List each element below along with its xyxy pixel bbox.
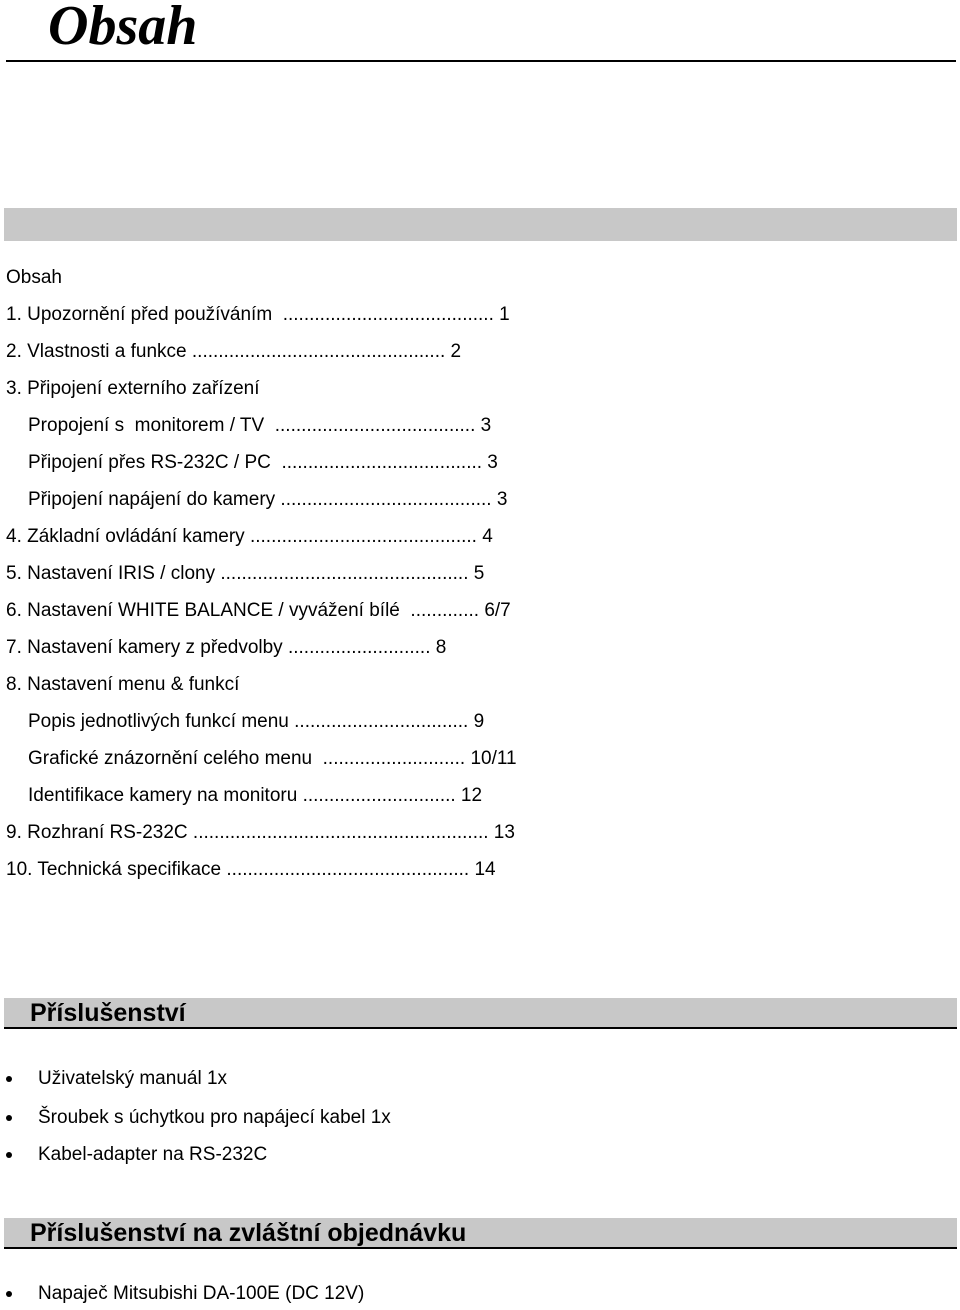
toc-heading: Obsah: [6, 267, 62, 288]
accessory-item: [0, 1143, 900, 1167]
toc-item[interactable]: 6. Nastavení WHITE BALANCE / vyvážení bílé ............. 6/7: [6, 600, 511, 621]
accessories-title: Příslušenství: [30, 999, 186, 1027]
accessories-header: [4, 998, 957, 1028]
bullet-icon: [6, 1076, 12, 1082]
toc-item[interactable]: 9. Rozhraní RS-232C ........................................................ 13: [6, 822, 515, 843]
accessory-item-label: Šroubek s úchytkou pro napájecí kabel 1x: [38, 1107, 391, 1128]
bullet-icon: [6, 1291, 12, 1297]
toc-item[interactable]: 5. Nastavení IRIS / clony ............................................... 5: [6, 563, 485, 584]
optional-accessories-rule: [4, 1247, 957, 1249]
optional-accessory-item: [0, 1282, 900, 1306]
optional-accessory-item-label: Napaječ Mitsubishi DA-100E (DC 12V): [38, 1283, 365, 1304]
optional-accessories-header: [4, 1218, 957, 1248]
toc-item[interactable]: Identifikace kamery na monitoru ............................. 12: [28, 785, 483, 806]
bullet-icon: [6, 1115, 12, 1121]
optional-accessories-title: Příslušenství na zvláštní objednávku: [30, 1219, 467, 1247]
bullet-icon: [6, 1152, 12, 1158]
accessory-item: [0, 1067, 900, 1091]
toc-item[interactable]: 3. Připojení externího zařízení: [6, 378, 260, 399]
accessory-item: [0, 1106, 900, 1130]
accessory-item-label: Uživatelský manuál 1x: [38, 1068, 228, 1089]
toc-item[interactable]: Popis jednotlivých funkcí menu ................................. 9: [28, 711, 485, 732]
toc-item[interactable]: Připojení přes RS-232C / PC ...................................... 3: [28, 452, 498, 473]
toc-item[interactable]: 4. Základní ovládání kamery ........................................... 4: [6, 526, 493, 547]
page-title: Obsah: [48, 0, 198, 57]
accessory-item-label: Kabel-adapter na RS-232C: [38, 1144, 268, 1165]
toc-item[interactable]: 1. Upozornění před používáním ........................................ 1: [6, 304, 510, 325]
toc-item[interactable]: 7. Nastavení kamery z předvolby ........................... 8: [6, 637, 447, 658]
toc-item[interactable]: Grafické znázornění celého menu ........................... 10/11: [28, 748, 517, 769]
accessories-rule: [4, 1027, 957, 1029]
header-band: [4, 208, 957, 241]
title-rule: [6, 60, 956, 62]
toc-item[interactable]: 8. Nastavení menu & funkcí: [6, 674, 240, 695]
toc-item[interactable]: Připojení napájení do kamery ........................................ 3: [28, 489, 508, 510]
toc-item[interactable]: Propojení s monitorem / TV ...................................... 3: [28, 415, 492, 436]
toc-item[interactable]: 10. Technická specifikace .............................................. 14: [6, 859, 496, 880]
toc-item[interactable]: 2. Vlastnosti a funkce ................................................ 2: [6, 341, 462, 362]
